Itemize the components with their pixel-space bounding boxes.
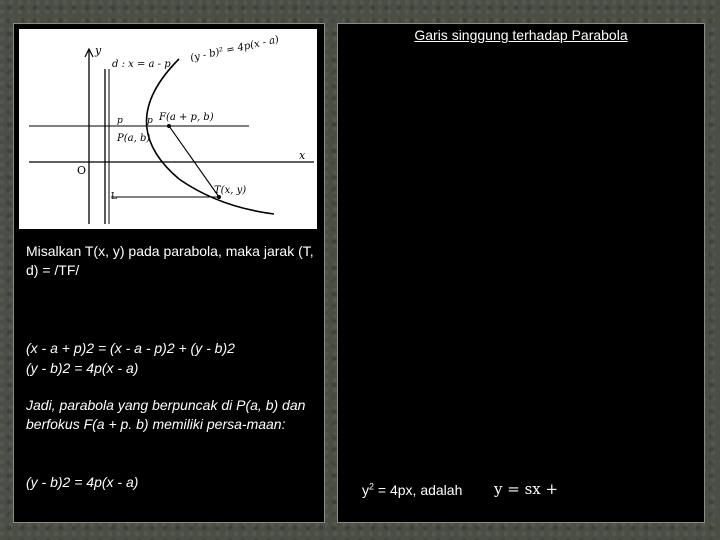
- equation-step-1: (x - a + p)2 = (x - a - p)2 + (y - b)2: [26, 340, 235, 356]
- parabola-equation-label: (y - b)² = 4p(x - a): [189, 34, 280, 64]
- parabola-figure: [19, 29, 317, 229]
- parabola-curve: [147, 59, 275, 214]
- tangent-formula: y = sx +: [494, 480, 559, 498]
- l-label: L: [111, 192, 117, 202]
- y-variable: y: [362, 482, 369, 498]
- directrix-label: d : x = a - p: [112, 59, 171, 70]
- p-label-2: p: [147, 116, 153, 126]
- tangent-statement-text: = 4px, adalah: [374, 482, 463, 498]
- exponent: 2: [369, 481, 375, 492]
- final-equation: (y - b)2 = 4p(x - a): [26, 474, 139, 490]
- y-axis-label: y: [95, 44, 102, 57]
- left-panel: [13, 23, 325, 523]
- equation-step-2: (y - b)2 = 4p(x - a): [26, 360, 139, 376]
- right-panel: [337, 23, 705, 523]
- conclusion-text: Jadi, parabola yang berpuncak di P(a, b) dan berfokus F(a + p. b) memiliki persa-maan:: [26, 397, 306, 432]
- x-axis-label: x: [299, 149, 306, 162]
- focus-point: [167, 124, 171, 128]
- tangent-point-label: T(x, y): [214, 185, 247, 196]
- p-label-1: p: [117, 116, 123, 126]
- vertex-label: P(a, b): [117, 133, 151, 144]
- slide-title: Garis singgung terhadap Parabola: [414, 27, 628, 43]
- intro-text: Misalkan T(x, y) pada parabola, maka jarak (T, d) = /TF/: [26, 243, 314, 278]
- focus-label: F(a + p, b): [159, 112, 214, 123]
- origin-label: O: [77, 164, 87, 177]
- parabola-diagram: [19, 29, 317, 229]
- tangent-statement: [362, 481, 462, 500]
